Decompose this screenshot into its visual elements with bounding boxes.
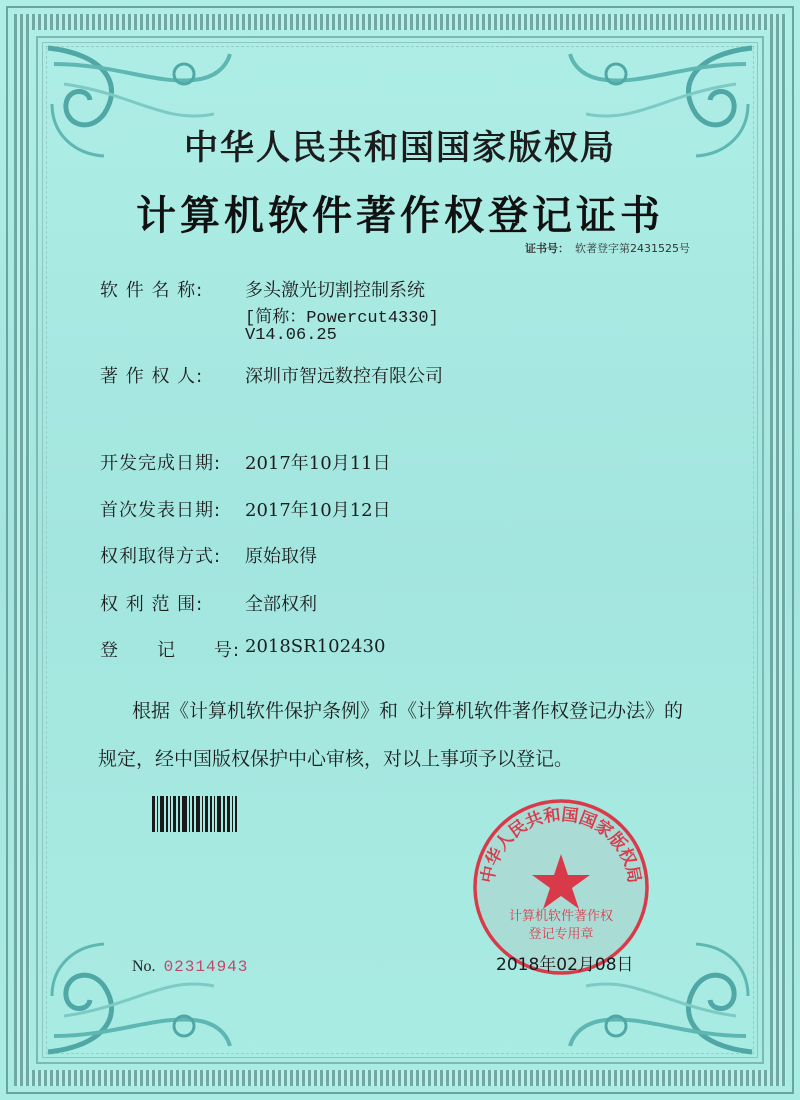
dev-completion-date-value: 2017年10月11日 (245, 453, 391, 474)
statement-line-1: 根据《计算机软件保护条例》和《计算机软件著作权登记办法》的 (132, 700, 684, 722)
field-label: 软 件 名 称: (100, 280, 204, 301)
seal-center-line-1: 计算机软件著作权 (508, 909, 614, 924)
barcode (152, 796, 242, 832)
field-label: 登 记 号: (100, 640, 241, 661)
software-short-name-value: [简称：Powercut4330] (245, 309, 439, 328)
issuer-heading: 中华人民共和国国家版权局 (184, 128, 616, 168)
first-publication-date-value: 2017年10月12日 (245, 500, 391, 521)
certificate-number-label: 证书号： (525, 242, 569, 255)
field-label: 权利取得方式: (100, 546, 222, 567)
statement-line-2: 规定，经中国版权保护中心审核，对以上事项予以登记。 (98, 748, 574, 770)
field-label: 著 作 权 人: (100, 366, 204, 387)
certificate-number (525, 240, 690, 256)
seal-ring-text: 中华人民共和国国家版权局 (477, 804, 645, 885)
serial-label: No. (132, 958, 156, 975)
field-label: 开发完成日期: (100, 453, 222, 474)
copyright-owner-value: 深圳市智远数控有限公司 (245, 366, 443, 387)
software-name-value: 多头激光切割控制系统 (245, 280, 425, 301)
certificate-title: 计算机软件著作权登记证书 (136, 193, 664, 239)
certificate-number-value: 软著登字第2431525号 (575, 242, 690, 255)
seal-center-line-2: 登记专用章 (528, 927, 594, 942)
rights-acquisition-value: 原始取得 (245, 546, 317, 567)
registration-number-value: 2018SR102430 (245, 636, 386, 657)
serial-value: 02314943 (163, 958, 249, 976)
serial-number (132, 958, 248, 976)
field-label: 首次发表日期: (100, 500, 222, 521)
software-version-value: V14.06.25 (245, 326, 337, 345)
field-label: 权 利 范 围: (100, 594, 204, 615)
corner-ornament-icon (44, 936, 234, 1056)
rights-scope-value: 全部权利 (245, 594, 317, 615)
issue-date: 2018年02月08日 (496, 955, 634, 975)
